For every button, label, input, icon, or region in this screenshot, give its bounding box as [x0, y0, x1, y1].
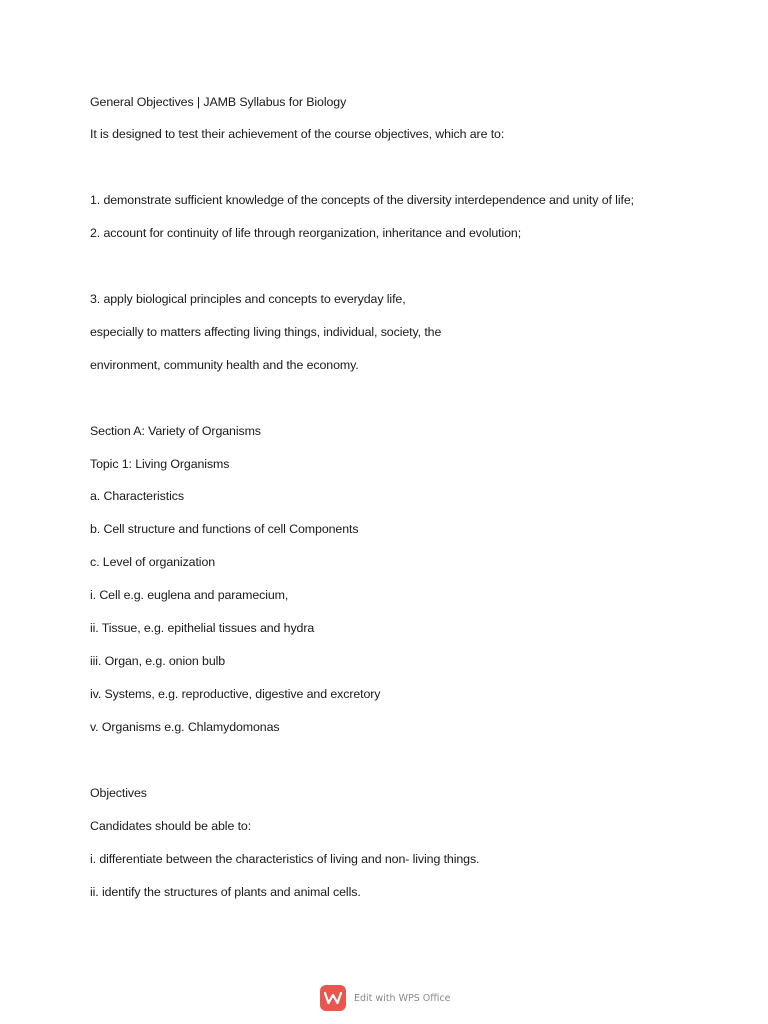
list-item: i. Cell e.g. euglena and paramecium,	[90, 588, 289, 602]
objective-3-cont-2: environment, community health and the economy.	[90, 358, 359, 372]
list-item: b. Cell structure and functions of cell Components	[90, 522, 359, 536]
candidates-text: Candidates should be able to:	[90, 819, 252, 833]
footer-label[interactable]: Edit with WPS Office	[354, 992, 451, 1004]
list-item: i. differentiate between the characteristics of living and non- living things.	[90, 852, 480, 866]
list-item: iii. Organ, e.g. onion bulb	[90, 654, 226, 668]
list-item: a. Characteristics	[90, 489, 184, 503]
list-item: v. Organisms e.g. Chlamydomonas	[90, 720, 280, 734]
objectives-heading: Objectives	[90, 786, 147, 800]
wps-footer[interactable]	[320, 985, 451, 1011]
list-item: iv. Systems, e.g. reproductive, digestive and excretory	[90, 687, 381, 701]
wps-logo-icon[interactable]	[320, 985, 346, 1011]
list-item: ii. identify the structures of plants and animal cells.	[90, 885, 361, 899]
intro-text: It is designed to test their achievement of the course objectives, which are to:	[90, 127, 505, 141]
list-item: ii. Tissue, e.g. epithelial tissues and hydra	[90, 621, 315, 635]
section-heading: Section A: Variety of Organisms	[90, 424, 261, 438]
list-item: c. Level of organization	[90, 555, 216, 569]
objective-2: 2. account for continuity of life through reorganization, inheritance and evolution;	[90, 226, 522, 240]
objective-1: 1. demonstrate sufficient knowledge of the concepts of the diversity interdependence and unity of life;	[90, 193, 634, 207]
objective-3-cont-1: especially to matters affecting living things, individual, society, the	[90, 325, 442, 339]
topic-heading: Topic 1: Living Organisms	[90, 457, 230, 471]
objective-3: 3. apply biological principles and concepts to everyday life,	[90, 292, 406, 306]
document-title: General Objectives | JAMB Syllabus for Biology	[90, 95, 347, 109]
